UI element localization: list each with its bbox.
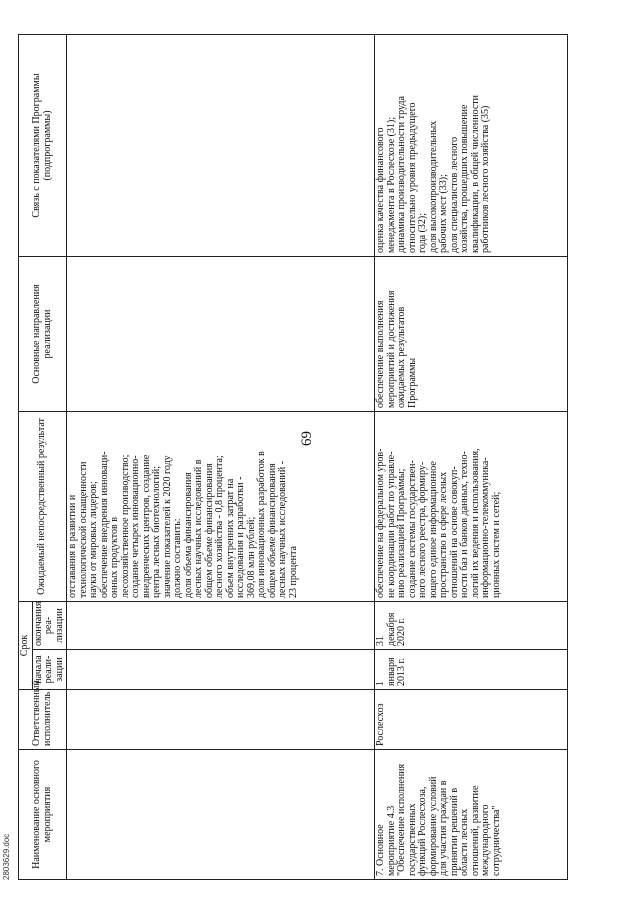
cell-empty	[67, 257, 375, 412]
cell-empty	[67, 602, 375, 650]
header-link: Связь с показателями Программы (подпрограммы)	[19, 35, 67, 257]
cell-link: оценка качества финансового менеджмента в Рослесхозе (31); динамика производительности труда относительно уровня предыдущего года (32); доля высокопроизводительных рабочих мест (33); доля специалистов лесного хозяйства, прошедших повышение квалификации, в общей численности работников лесного хозяйства (35)	[375, 35, 568, 257]
header-executor: Ответственный исполнитель	[19, 690, 67, 750]
header-result: Ожидаемый непосредственный результат	[19, 412, 67, 602]
header-term: Срок	[19, 602, 33, 690]
header-name: Наименование основного мероприятия	[19, 750, 67, 880]
cell-executor: Рослесхоз	[375, 690, 568, 750]
cell-name	[375, 750, 568, 880]
page-number: 69	[299, 431, 315, 446]
header-end: окончания реа- лизации	[32, 602, 67, 650]
row-number: 7.	[375, 868, 386, 876]
cell-result: обеспечение на федеральном уров- не координации работ по управле- нию реализацией Программы; создание системы государствен- ного лесного реестра, формиру- ющего единое информационное пространство в сфере лесных отношений на основе совокуп- ности баз и банков данных, техно- логий их ведения и использования, информационно-телекоммуника- ционных систем и сетей;	[375, 412, 568, 602]
header-directions: Основные направления реализации	[19, 257, 67, 412]
table-row	[67, 35, 375, 880]
rotated-page-content	[18, 20, 618, 880]
cell-empty	[67, 650, 375, 690]
cell-empty	[67, 750, 375, 880]
table-row	[375, 35, 568, 880]
cell-empty	[67, 690, 375, 750]
measures-table	[18, 34, 568, 880]
row-name: Основное мероприятие 4.3 "Обеспечение исполнения государственных функций Рослесхоза, формирование условий для участия граждан в принятии решений в области лесных отношений, развитие международного сотрудничества"	[375, 763, 502, 876]
table-header-row	[19, 35, 33, 880]
header-start: начала реали- зации	[32, 650, 67, 690]
footer-filename: 2803629.doc	[2, 833, 11, 880]
cell-start: 1 января 2013 г.	[375, 650, 568, 690]
cell-directions: обеспечение выполнения мероприятий и достижения ожидаемых результатов Программы	[375, 257, 568, 412]
cell-empty	[67, 35, 375, 257]
cell-result: отставания в развитии и технологической оснащенности науки от мировых лидеров; обеспечение внедрения инноваци- онных продуктов в лесохозяйственное производство; создание четырех инновационно- внедренческих центров, создание центра лесных биотехнологий; значение показателей к 2020 году должно составить: доля объема финансирования лесных научных исследований в общем объеме финансирования лесного хозяйства - 0,8 процента; объем внутренних затрат на исследования и разработки - 369,08 млн рублей; доля инновационных разработок в общем объеме финансирования лесных научных исследований - 23 процента	[67, 412, 375, 602]
cell-end: 31 декабря 2020 г.	[375, 602, 568, 650]
